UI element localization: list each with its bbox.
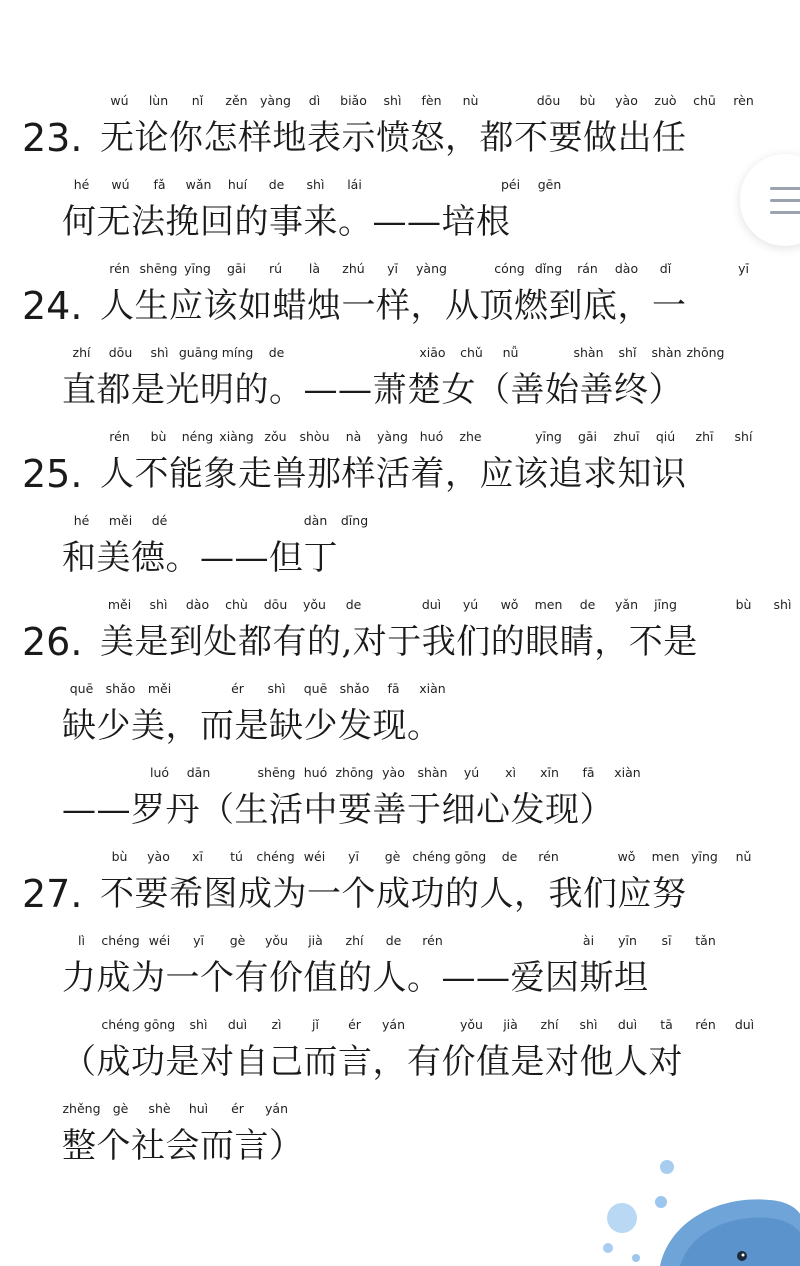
pinyin-annotation: dào (614, 261, 639, 276)
pinyin-annotation: duì (734, 1017, 755, 1032)
quote-line (0, 672, 800, 756)
pinyin-annotation: duì (227, 1017, 248, 1032)
pinyin-annotation: gè (384, 849, 401, 864)
pinyin-annotation: gāi (226, 261, 247, 276)
pinyin-annotation: men (534, 597, 563, 612)
pinyin-annotation: yú (463, 765, 480, 780)
pinyin-annotation: gōng (143, 1017, 176, 1032)
pinyin-annotation: xì (505, 765, 516, 780)
pinyin-annotation: shì (579, 1017, 598, 1032)
pinyin-annotation: wǒ (500, 597, 519, 612)
pinyin-annotation: lùn (148, 93, 169, 108)
pinyin-annotation: shè (148, 1101, 171, 1116)
pinyin-annotation: shí (734, 429, 753, 444)
pinyin-annotation: de (268, 177, 285, 192)
pinyin-annotation: dōu (108, 345, 133, 360)
pinyin-annotation: dào (185, 597, 210, 612)
pinyin-annotation: shàn (573, 345, 604, 360)
pinyin-annotation: de (345, 597, 362, 612)
pinyin-annotation: fèn (421, 93, 442, 108)
quote-text: 直都是光明的。——萧楚女（善始善终） (62, 370, 683, 410)
pinyin-annotation: yú (462, 597, 479, 612)
pinyin-annotation: yīng (535, 429, 562, 444)
pinyin-annotation: biǎo (340, 93, 367, 108)
quote-text: 人不能象走兽那样活着，应该追求知识 (100, 454, 687, 494)
pinyin-annotation: gāi (577, 429, 598, 444)
pinyin-annotation: chù (225, 597, 248, 612)
pinyin-annotation: shì (150, 345, 169, 360)
pinyin-annotation: wǒ (617, 849, 636, 864)
quote-line (0, 1008, 800, 1092)
quote-text: ——罗丹（生活中要善于细心发现） (62, 790, 614, 830)
pinyin-annotation: ér (231, 681, 244, 696)
pinyin-annotation: měi (108, 513, 133, 528)
pinyin-annotation: jǐ (312, 1017, 319, 1032)
pinyin-annotation: rén (109, 429, 130, 444)
pinyin-annotation: yàng (377, 429, 408, 444)
pinyin-annotation: yī (193, 933, 204, 948)
pinyin-annotation: wú (111, 177, 130, 192)
pinyin-annotation: de (268, 345, 285, 360)
pinyin-annotation: dōu (536, 93, 561, 108)
pinyin-annotation: huó (419, 429, 444, 444)
pinyin-annotation: yī (387, 261, 398, 276)
pinyin-annotation: yán (265, 1101, 288, 1116)
pinyin-annotation: dàn (303, 513, 328, 528)
pinyin-annotation: rèn (733, 93, 754, 108)
pinyin-annotation: yào (615, 93, 638, 108)
pinyin-annotation: tú (230, 849, 243, 864)
pinyin-annotation: dǐ (659, 261, 672, 276)
pinyin-annotation: rú (268, 261, 283, 276)
pinyin-annotation: yīn (618, 933, 637, 948)
pinyin-annotation: zuò (654, 93, 677, 108)
pinyin-annotation: shǐ (618, 345, 637, 360)
pinyin-annotation: gè (112, 1101, 129, 1116)
pinyin-annotation: rén (422, 933, 443, 948)
pinyin-annotation: zì (271, 1017, 282, 1032)
quote-line (0, 336, 800, 420)
pinyin-annotation: nà (345, 429, 362, 444)
quote-text: 力成为一个有价值的人。——爱因斯坦 (62, 958, 649, 998)
pinyin-annotation: ér (348, 1017, 361, 1032)
pinyin-annotation: shòu (299, 429, 330, 444)
pinyin-annotation: chéng (101, 933, 140, 948)
hamburger-menu-icon-bar (770, 211, 800, 214)
pinyin-annotation: nù (462, 93, 479, 108)
pinyin-annotation: dōu (263, 597, 288, 612)
quote-text: 整个社会而言） (62, 1126, 304, 1166)
quote-text: 和美德。——但丁 (62, 538, 338, 578)
pinyin-annotation: yàng (416, 261, 447, 276)
pinyin-annotation: dǐng (534, 261, 563, 276)
pinyin-annotation: lái (347, 177, 362, 192)
pinyin-annotation: shì (189, 1017, 208, 1032)
pinyin-annotation: cóng (494, 261, 525, 276)
pinyin-annotation: yī (348, 849, 359, 864)
pinyin-annotation: yào (147, 849, 170, 864)
quote-number: 27. (22, 872, 83, 916)
pinyin-annotation: péi (500, 177, 521, 192)
pinyin-annotation: hé (73, 513, 90, 528)
pinyin-annotation: yán (382, 1017, 405, 1032)
pinyin-annotation: nǔ (735, 849, 752, 864)
pinyin-annotation: qiú (655, 429, 676, 444)
quote-number: 25. (22, 452, 83, 496)
pinyin-annotation: shì (773, 597, 792, 612)
pinyin-annotation: zhe (459, 429, 482, 444)
pinyin-annotation: xī (192, 849, 203, 864)
pinyin-annotation: guāng (178, 345, 219, 360)
quote-line (0, 168, 800, 252)
quote-line (0, 1092, 800, 1176)
pinyin-annotation: xīn (540, 765, 559, 780)
quote-number: 24. (22, 284, 83, 328)
pinyin-annotation: fǎ (153, 177, 166, 192)
pinyin-annotation: néng (181, 429, 214, 444)
pinyin-annotation: chǔ (460, 345, 483, 360)
pinyin-annotation: duì (421, 597, 442, 612)
pinyin-annotation: bù (111, 849, 128, 864)
pinyin-annotation: fā (387, 681, 400, 696)
quote-number: 23. (22, 116, 83, 160)
pinyin-annotation: de (579, 597, 596, 612)
pinyin-annotation: zhuī (613, 429, 640, 444)
pinyin-annotation: shǎo (105, 681, 136, 696)
pinyin-annotation: lì (78, 933, 85, 948)
pinyin-annotation: ài (582, 933, 595, 948)
pinyin-annotation: xiàn (419, 681, 446, 696)
pinyin-annotation: duì (617, 1017, 638, 1032)
pinyin-annotation: hé (73, 177, 90, 192)
quote-line (0, 840, 800, 924)
pinyin-annotation: gōng (454, 849, 487, 864)
pinyin-annotation: shì (383, 93, 402, 108)
quote-number: 26. (22, 620, 83, 664)
quote-text: 不要希图成为一个成功的人，我们应努 (100, 874, 687, 914)
pinyin-annotation: měi (147, 681, 172, 696)
pinyin-annotation: dé (151, 513, 168, 528)
pinyin-annotation: là (308, 261, 321, 276)
pinyin-annotation: rén (109, 261, 130, 276)
quote-line (0, 924, 800, 1008)
pinyin-annotation: shì (149, 597, 168, 612)
quote-text: 无论你怎样地表示愤怒，都不要做出任 (100, 118, 687, 158)
pinyin-annotation: jià (503, 1017, 518, 1032)
pinyin-annotation: quē (69, 681, 94, 696)
quote-text: 美是到处都有的,对于我们的眼睛，不是 (100, 622, 698, 662)
pinyin-annotation: fā (582, 765, 595, 780)
pinyin-annotation: sī (661, 933, 672, 948)
pinyin-annotation: dì (308, 93, 321, 108)
pinyin-annotation: chéng (412, 849, 451, 864)
pinyin-annotation: ér (231, 1101, 244, 1116)
quote-text: （成功是对自己而言，有价值是对他人对 (62, 1042, 683, 1082)
pinyin-annotation: xiàn (614, 765, 641, 780)
pinyin-annotation: bù (579, 93, 596, 108)
pinyin-annotation: wǎn (185, 177, 212, 192)
pinyin-annotation: chéng (256, 849, 295, 864)
pinyin-annotation: huì (188, 1101, 209, 1116)
pinyin-annotation: zǒu (264, 429, 287, 444)
pinyin-annotation: shì (306, 177, 325, 192)
pinyin-annotation: bù (735, 597, 752, 612)
pinyin-annotation: gè (229, 933, 246, 948)
pinyin-annotation: nǚ (502, 345, 519, 360)
pinyin-annotation: tǎn (695, 933, 716, 948)
pinyin-annotation: tā (660, 1017, 673, 1032)
pinyin-annotation: de (501, 849, 518, 864)
pinyin-annotation: yīng (184, 261, 211, 276)
pinyin-annotation: bù (150, 429, 167, 444)
pinyin-annotation: xiāo (419, 345, 446, 360)
pinyin-annotation: yǒu (460, 1017, 483, 1032)
quote-line (0, 420, 800, 504)
pinyin-annotation: zhí (540, 1017, 559, 1032)
pinyin-annotation: shì (267, 681, 286, 696)
hamburger-menu-icon-bar (770, 199, 800, 202)
pinyin-annotation: zhú (342, 261, 365, 276)
pinyin-annotation: huí (227, 177, 248, 192)
pinyin-annotation: chéng (101, 1017, 140, 1032)
quote-text: 人生应该如蜡烛一样，从顶燃到底，一 (100, 286, 687, 326)
pinyin-annotation: rén (538, 849, 559, 864)
pinyin-annotation: zhōng (686, 345, 725, 360)
quote-line (0, 252, 800, 336)
pinyin-annotation: zhōng (335, 765, 374, 780)
pinyin-annotation: jià (308, 933, 323, 948)
quote-line (0, 756, 800, 840)
pinyin-annotation: luó (149, 765, 170, 780)
pinyin-annotation: rán (577, 261, 598, 276)
pinyin-annotation: zhěng (62, 1101, 101, 1116)
pinyin-annotation: xiàng (219, 429, 254, 444)
pinyin-annotation: yàng (260, 93, 291, 108)
pinyin-annotation: shēng (139, 261, 178, 276)
pinyin-annotation: yǎn (615, 597, 638, 612)
pinyin-annotation: yī (738, 261, 749, 276)
pinyin-annotation: quē (303, 681, 328, 696)
hamburger-menu-icon (770, 187, 800, 190)
pinyin-annotation: men (651, 849, 680, 864)
pinyin-annotation: míng (221, 345, 254, 360)
pinyin-annotation: dān (186, 765, 211, 780)
pinyin-annotation: shǎo (339, 681, 370, 696)
pinyin-annotation: jīng (654, 597, 677, 612)
quote-line (0, 588, 800, 672)
pinyin-annotation: zhī (695, 429, 714, 444)
pinyin-annotation: huó (303, 765, 328, 780)
pinyin-annotation: de (385, 933, 402, 948)
pinyin-annotation: zhí (345, 933, 364, 948)
pinyin-annotation: yǒu (265, 933, 288, 948)
pinyin-annotation: wéi (303, 849, 326, 864)
pinyin-annotation: yīng (691, 849, 718, 864)
pinyin-annotation: shàn (417, 765, 448, 780)
pinyin-annotation: zhí (72, 345, 91, 360)
quote-line (0, 84, 800, 168)
quote-text: 何无法挽回的事来。——培根 (62, 202, 511, 242)
pinyin-annotation: nǐ (191, 93, 204, 108)
pinyin-annotation: shēng (257, 765, 296, 780)
pinyin-annotation: gēn (537, 177, 562, 192)
pinyin-annotation: wéi (148, 933, 171, 948)
quote-text: 缺少美，而是缺少发现。 (62, 706, 442, 746)
pinyin-annotation: dīng (340, 513, 369, 528)
pinyin-annotation: rén (695, 1017, 716, 1032)
pinyin-annotation: měi (107, 597, 132, 612)
pinyin-annotation: chū (693, 93, 716, 108)
pinyin-annotation: yǒu (303, 597, 326, 612)
quote-line (0, 504, 800, 588)
pinyin-annotation: shàn (651, 345, 682, 360)
pinyin-annotation: yào (382, 765, 405, 780)
pinyin-annotation: zěn (225, 93, 248, 108)
pinyin-annotation: wú (110, 93, 129, 108)
